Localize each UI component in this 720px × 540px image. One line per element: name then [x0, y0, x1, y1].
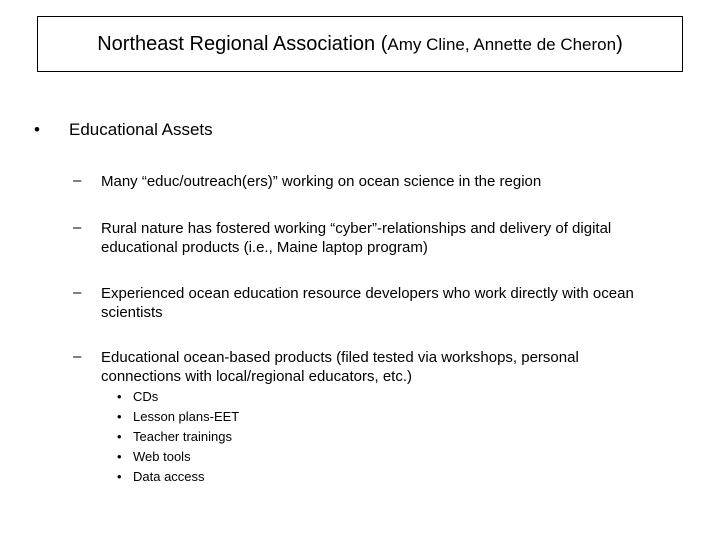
subpoint-line: connections with local/regional educators, etc.) [101, 368, 413, 385]
bullet-dot: • [117, 449, 122, 464]
heading-educational-assets: Educational Assets [69, 120, 213, 139]
subpoint-line: Educational ocean-based products (filed tested via workshops, personal [101, 349, 579, 366]
subpoint-line: scientists [101, 304, 163, 321]
dash-bullet: – [73, 172, 82, 189]
dash-bullet: – [73, 219, 82, 236]
product-item: Lesson plans-EET [133, 409, 240, 424]
subpoint-line: Rural nature has fostered working “cyber”-relationships and delivery of digital [101, 220, 612, 237]
product-item: Teacher trainings [133, 429, 232, 444]
bullet-dot: • [117, 409, 122, 424]
bullet-dot: • [117, 389, 122, 404]
dash-bullet: – [73, 348, 82, 365]
bullet-dot: • [117, 469, 122, 484]
title-main: Northeast Regional Association ( [97, 32, 388, 55]
product-item: CDs [133, 389, 159, 404]
slide-title [97, 33, 623, 56]
subpoint-3 [101, 284, 691, 322]
bullet-dot: • [117, 429, 122, 444]
dash-bullet: – [73, 284, 82, 301]
slide-title-box [37, 16, 683, 72]
product-item: Web tools [133, 449, 191, 464]
title-people: Amy Cline, Annette de Cheron [387, 34, 617, 54]
product-item: Data access [133, 469, 205, 484]
subpoint-2 [101, 219, 691, 257]
subpoint-line: educational products (i.e., Maine laptop program) [101, 239, 428, 256]
bullet-dot: • [34, 120, 40, 139]
subpoint-1 [101, 172, 691, 191]
subpoint-line: Many “educ/outreach(ers)” working on ocean science in the region [101, 173, 542, 190]
subpoint-line: Experienced ocean education resource developers who work directly with ocean [101, 285, 634, 302]
subpoint-4 [101, 348, 691, 386]
title-close: ) [616, 32, 623, 55]
